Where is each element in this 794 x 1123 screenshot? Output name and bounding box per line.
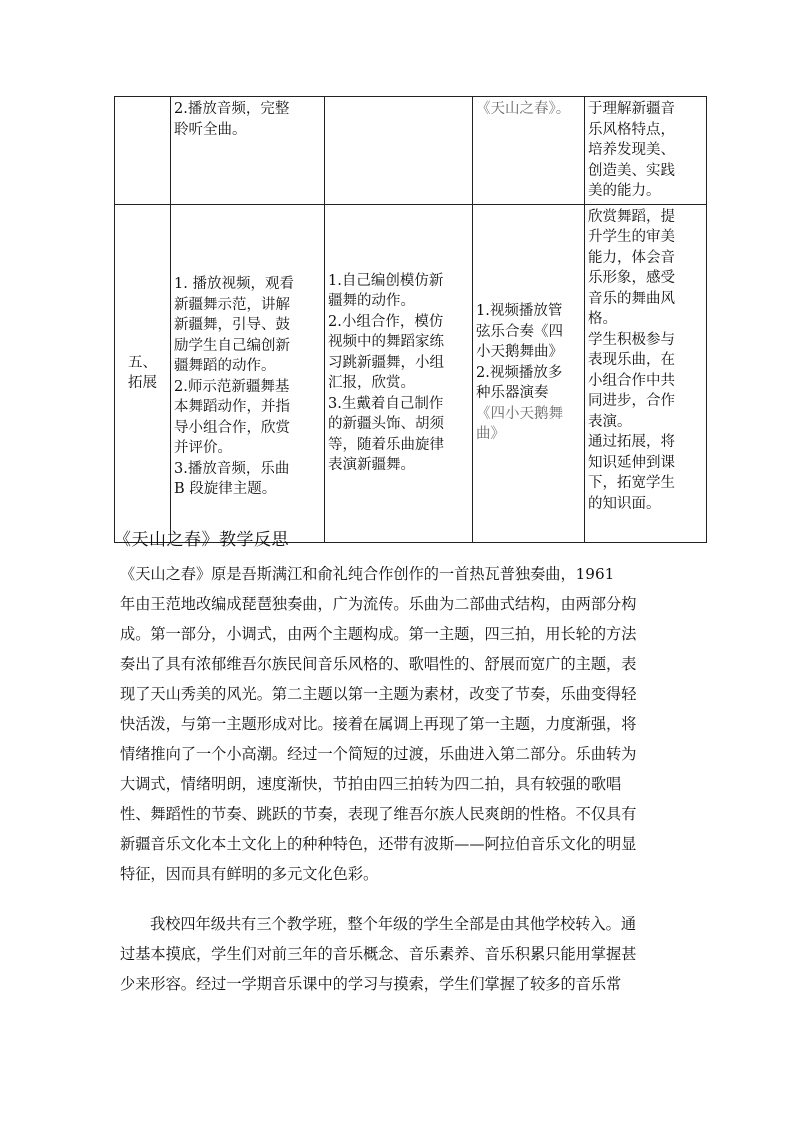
table-row bbox=[115, 97, 707, 205]
media-cell: 《天山之春》。 bbox=[473, 97, 585, 205]
purpose-cell: 于理解新疆音 乐风格特点， 培养发现美、 创造美、实践 美的能力。 bbox=[585, 97, 707, 205]
reflection-paragraph-2: 我校四年级共有三个教学班，整个年级的学生全部是由其他学校转入。通 过基本摸底，学生们对前三年的音乐概念、音乐素养、音乐积累只能用掌握甚 少来形容。经过一学期音乐课中的学习与摸索，学生们掌握了较多的音乐常 bbox=[120, 915, 637, 993]
lesson-plan-table bbox=[114, 96, 707, 543]
reflection-paragraph-1: 《天山之春》原是吾斯满江和俞礼纯合作创作的一首热瓦普独奏曲，1961 年由王范地改编成琵琶独奏曲，广为流传。乐曲为二部曲式结构，由两部分构 成。第一部分，小调式，由两个主题构成。第一主题，四三拍，用长轮的方法 奏出了具有浓郁维吾尔族民间音乐风格的、歌唱性的、舒展而宽广的主题，表 现了天山秀美的风光。第二主题以第一主题为素材，改变了节奏，乐曲变得轻 快活泼，与第一主题形成对比。接着在属调上再现了第一主题，力度渐强，将 情绪推向了一个小高潮。经过一个简短的过渡，乐曲进入第二部分。乐曲转为 大调式，情绪明朗，速度渐快，节拍由四三拍转为四二拍，具有较强的歌唱 性、舞蹈性的节奏、跳跃的节奏，表现了维吾尔族人民爽朗的性格。不仅具有 新疆音乐文化本土文化上的种种特色，还带有波斯——阿拉伯音乐文化的明显 特征，因而具有鲜明的多元文化色彩。 bbox=[120, 565, 637, 883]
teacher-activity-cell: 2.播放音频，完整 聆听全曲。 bbox=[171, 97, 325, 205]
table-row bbox=[115, 204, 707, 542]
reflection-title: 《天山之春》教学反思 bbox=[114, 530, 289, 550]
student-activity-cell: 1.自己编创模仿新 疆舞的动作。 2.小组合作，模仿 视频中的舞蹈家练 习跳新疆舞，小组 汇报，欣赏。 3.生戴着自己制作 的新疆头饰、胡须 等，随着乐曲旋律 表演新疆舞。 bbox=[325, 204, 473, 542]
media-cell: 1.视频播放管 弦乐合奏《四 小天鹅舞曲》 2.视频播放多 种乐器演奏 《四小天鹅舞 曲》 bbox=[473, 204, 585, 542]
teacher-activity-cell: 1. 播放视频，观看 新疆舞示范，讲解 新疆舞，引导、鼓 励学生自己编创新 疆舞蹈的动作。 2.师示范新疆舞基 本舞蹈动作，并指 导小组合作，欣赏 并评价。 3.播放音频，乐曲 B 段旋律主题。 bbox=[171, 204, 325, 542]
student-activity-cell bbox=[325, 97, 473, 205]
stage-cell bbox=[115, 97, 171, 205]
stage-cell: 五、 拓展 bbox=[115, 204, 171, 542]
purpose-cell: 欣赏舞蹈，提 升学生的审美 能力，体会音 乐形象，感受 音乐的舞曲风 格。 学生积极参与 表现乐曲，在 小组合作中共 同进步，合作 表演。 通过拓展，将 知识延伸到课 下，拓宽学生 的知识面。 bbox=[585, 204, 707, 542]
